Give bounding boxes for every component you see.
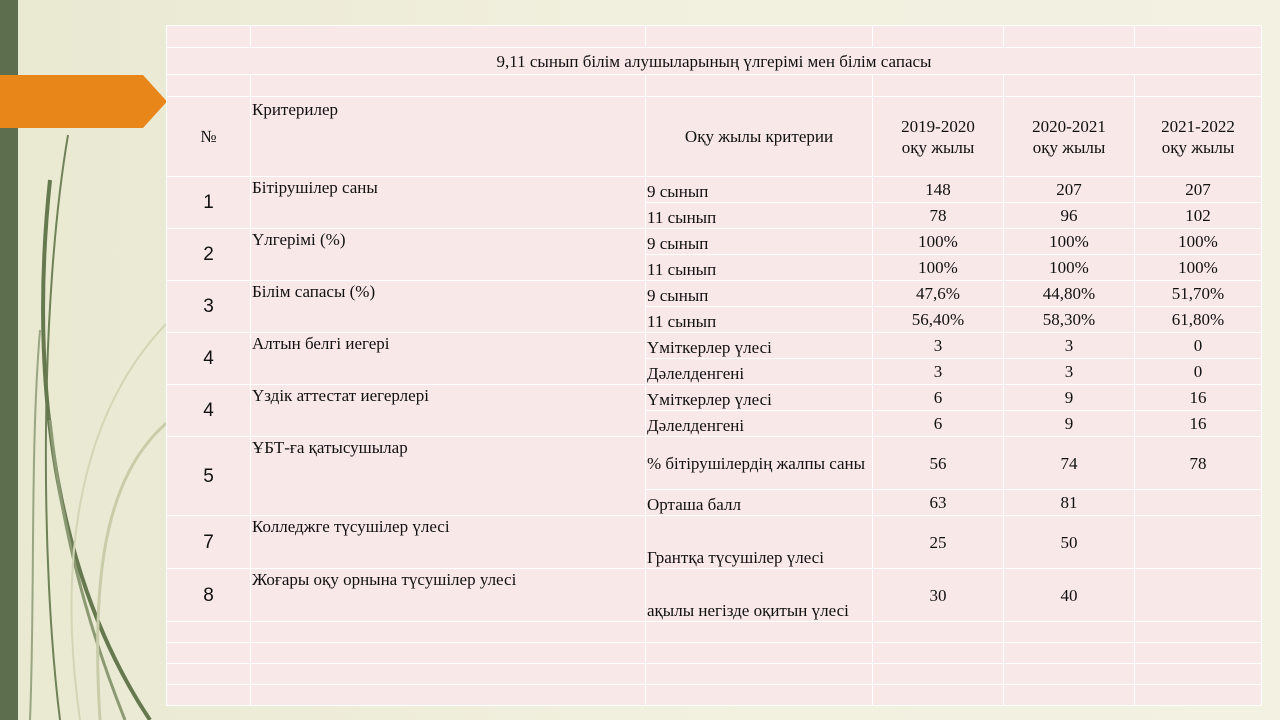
- row-value: 0: [1135, 333, 1262, 359]
- row-number: 1: [167, 177, 251, 229]
- row-number: 2: [167, 229, 251, 281]
- row-value: 3: [1004, 333, 1135, 359]
- row-value: 50: [1004, 516, 1135, 569]
- row-value: 96: [1004, 203, 1135, 229]
- header-year-2019: 2019-2020 оқу жылы: [873, 97, 1004, 177]
- performance-table: [166, 25, 1262, 706]
- spacer-row: [167, 26, 1262, 48]
- row-value: 56: [873, 437, 1004, 490]
- row-value: 207: [1135, 177, 1262, 203]
- row-value: 100%: [1135, 229, 1262, 255]
- row-subcriterion: % бітірушілердің жалпы саны: [646, 437, 873, 490]
- table-row: [167, 516, 1262, 569]
- row-subcriterion: Дәлелденгені: [646, 411, 873, 437]
- table-row: [167, 333, 1262, 359]
- header-year-2021: 2021-2022 оқу жылы: [1135, 97, 1262, 177]
- table-row: [167, 385, 1262, 411]
- row-criterion: Колледжге түсушілер үлесі: [251, 516, 646, 569]
- row-value: 25: [873, 516, 1004, 569]
- row-value: 74: [1004, 437, 1135, 490]
- row-subcriterion: ақылы негізде оқитын үлесі: [646, 569, 873, 622]
- row-subcriterion: 11 сынып: [646, 307, 873, 333]
- table-row: [167, 437, 1262, 490]
- header-no: №: [167, 97, 251, 177]
- row-criterion: Жоғары оқу орнына түсушілер улесі: [251, 569, 646, 622]
- row-criterion: Білім сапасы (%): [251, 281, 646, 333]
- row-value: 100%: [1135, 255, 1262, 281]
- row-value: 30: [873, 569, 1004, 622]
- row-value: 63: [873, 490, 1004, 516]
- header-criteria: Критерилер: [251, 97, 646, 177]
- row-subcriterion: 9 сынып: [646, 281, 873, 307]
- table-body: [167, 26, 1262, 706]
- row-criterion: Бітірушілер саны: [251, 177, 646, 229]
- row-number: 4: [167, 333, 251, 385]
- row-value: 3: [873, 333, 1004, 359]
- row-value: [1135, 569, 1262, 622]
- row-subcriterion: Грантқа түсушілер үлесі: [646, 516, 873, 569]
- row-value: 51,70%: [1135, 281, 1262, 307]
- row-value: 78: [1135, 437, 1262, 490]
- row-value: 0: [1135, 359, 1262, 385]
- row-value: 148: [873, 177, 1004, 203]
- spacer-row: [167, 622, 1262, 643]
- row-value: 16: [1135, 385, 1262, 411]
- row-criterion: Үздік аттестат иегерлері: [251, 385, 646, 437]
- table-row: [167, 177, 1262, 203]
- table-title: 9,11 сынып білім алушыларының үлгерімі мен білім сапасы: [167, 48, 1262, 75]
- header-year-criteria: Оқу жылы критерии: [646, 97, 873, 177]
- row-value: 100%: [873, 255, 1004, 281]
- spacer-row: [167, 643, 1262, 664]
- orange-arrow-tab: [0, 75, 167, 128]
- row-criterion: Алтын белгі иегері: [251, 333, 646, 385]
- row-criterion: Үлгерімі (%): [251, 229, 646, 281]
- row-value: 207: [1004, 177, 1135, 203]
- row-value: 56,40%: [873, 307, 1004, 333]
- row-subcriterion: Дәлелденгені: [646, 359, 873, 385]
- row-criterion: ҰБТ-ға қатысушылар: [251, 437, 646, 516]
- spacer-row: [167, 664, 1262, 685]
- header-row: [167, 97, 1262, 177]
- table-row: [167, 281, 1262, 307]
- row-value: [1135, 490, 1262, 516]
- row-subcriterion: Үміткерлер үлесі: [646, 385, 873, 411]
- row-value: 6: [873, 385, 1004, 411]
- row-value: 78: [873, 203, 1004, 229]
- row-value: 9: [1004, 411, 1135, 437]
- row-value: [1135, 516, 1262, 569]
- row-subcriterion: 9 сынып: [646, 177, 873, 203]
- row-value: 3: [1004, 359, 1135, 385]
- row-value: 6: [873, 411, 1004, 437]
- row-value: 102: [1135, 203, 1262, 229]
- row-number: 5: [167, 437, 251, 516]
- row-subcriterion: 11 сынып: [646, 203, 873, 229]
- row-value: 40: [1004, 569, 1135, 622]
- header-year-2020: 2020-2021 оқу жылы: [1004, 97, 1135, 177]
- spacer-row: [167, 75, 1262, 97]
- row-value: 100%: [1004, 255, 1135, 281]
- row-subcriterion: Үміткерлер үлесі: [646, 333, 873, 359]
- row-number: 3: [167, 281, 251, 333]
- row-number: 8: [167, 569, 251, 622]
- row-subcriterion: 11 сынып: [646, 255, 873, 281]
- row-value: 16: [1135, 411, 1262, 437]
- row-value: 47,6%: [873, 281, 1004, 307]
- row-value: 61,80%: [1135, 307, 1262, 333]
- row-value: 81: [1004, 490, 1135, 516]
- row-value: 100%: [873, 229, 1004, 255]
- row-value: 9: [1004, 385, 1135, 411]
- table-row: [167, 229, 1262, 255]
- row-value: 44,80%: [1004, 281, 1135, 307]
- row-value: 100%: [1004, 229, 1135, 255]
- row-subcriterion: 9 сынып: [646, 229, 873, 255]
- row-value: 3: [873, 359, 1004, 385]
- title-row: [167, 48, 1262, 75]
- table-row: [167, 569, 1262, 622]
- row-subcriterion: Орташа балл: [646, 490, 873, 516]
- spacer-row: [167, 685, 1262, 706]
- row-number: 4: [167, 385, 251, 437]
- row-value: 58,30%: [1004, 307, 1135, 333]
- row-number: 7: [167, 516, 251, 569]
